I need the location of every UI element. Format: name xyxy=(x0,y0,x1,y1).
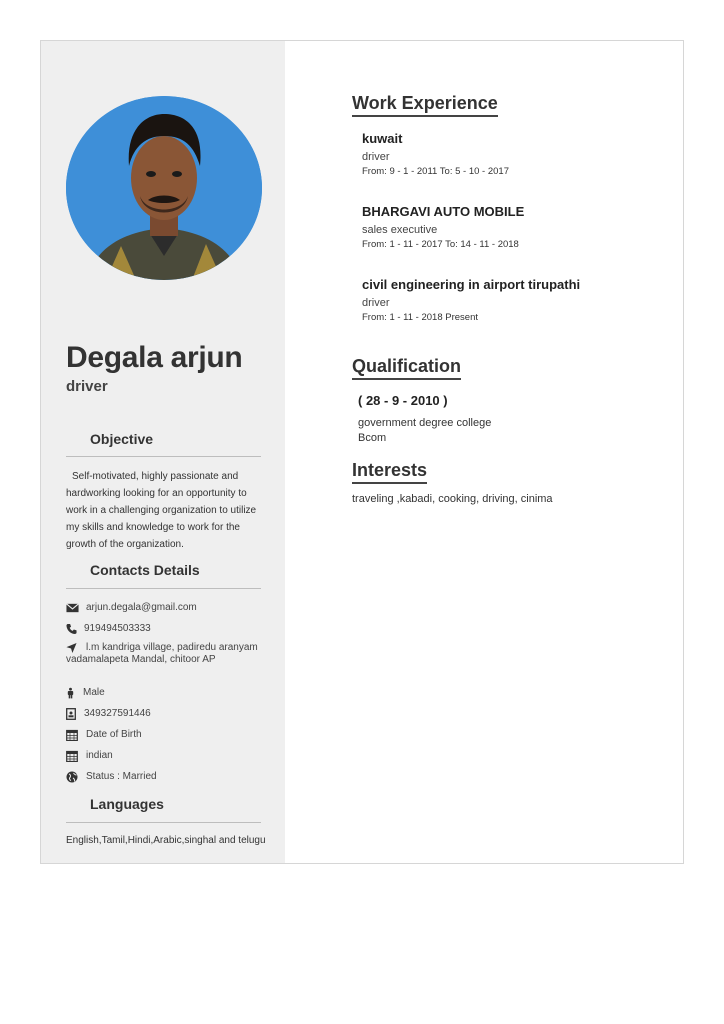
contact-address-text: l.m kandriga village, padiredu aranyam vadamalapeta Mandal, chitoor AP xyxy=(66,642,258,665)
contact-email xyxy=(66,602,271,614)
job-position: driver xyxy=(362,151,390,163)
contact-status-text: Status : Married xyxy=(86,771,157,782)
job-entry xyxy=(362,131,682,177)
job-organization: BHARGAVI AUTO MOBILE xyxy=(362,204,525,219)
contact-gender-text: Male xyxy=(83,687,105,698)
calendar-icon xyxy=(66,729,78,741)
calendar-icon xyxy=(66,750,78,762)
job-entry xyxy=(362,204,682,250)
job-dates: From: 1 - 11 - 2018 Present xyxy=(362,312,478,323)
globe-icon xyxy=(66,771,78,783)
profile-photo xyxy=(66,96,262,280)
contact-address xyxy=(66,642,271,666)
contact-phone xyxy=(66,623,271,635)
job-dates: From: 9 - 1 - 2011 To: 5 - 10 - 2017 xyxy=(362,166,509,177)
resume-page xyxy=(40,40,684,864)
job-position: sales executive xyxy=(362,224,438,236)
qualification-heading: Qualification xyxy=(352,356,461,380)
interests-heading: Interests xyxy=(352,460,427,484)
envelope-icon xyxy=(66,602,79,614)
qualification-date: ( 28 - 9 - 2010 ) xyxy=(358,393,448,408)
qualification-institution: government degree college xyxy=(358,417,492,429)
location-arrow-icon xyxy=(66,642,77,654)
contact-status xyxy=(66,771,271,783)
contact-email-text: arjun.degala@gmail.com xyxy=(86,602,197,613)
contact-nationality-text: indian xyxy=(86,750,113,761)
work-experience-heading: Work Experience xyxy=(352,93,498,117)
job-entry xyxy=(362,277,682,323)
contact-nationality xyxy=(66,750,271,762)
job-dates: From: 1 - 11 - 2017 To: 14 - 11 - 2018 xyxy=(362,239,519,250)
person-icon xyxy=(66,687,75,699)
id-card-icon xyxy=(66,708,76,720)
contact-gender xyxy=(66,687,271,699)
languages-text: English,Tamil,Hindi,Arabic,singhal and telugu xyxy=(66,835,266,846)
objective-divider xyxy=(66,456,261,457)
contact-id xyxy=(66,708,271,720)
contact-dob xyxy=(66,729,271,741)
interests-text: traveling ,kabadi, cooking, driving, cinima xyxy=(352,493,553,505)
qualification-degree: Bcom xyxy=(358,432,387,444)
languages-divider xyxy=(66,822,261,823)
contacts-heading: Contacts Details xyxy=(90,562,200,578)
job-organization: civil engineering in airport tirupathi xyxy=(362,277,581,292)
job-organization: kuwait xyxy=(362,131,403,146)
contacts-divider xyxy=(66,588,261,589)
languages-heading: Languages xyxy=(90,796,164,812)
objective-text: Self-motivated, highly passionate and hardworking looking for an opportunity to work in a challenging organization to utilize my skills and knowledge to work for the growth of the organization. xyxy=(66,471,257,550)
candidate-name: Degala arjun xyxy=(66,341,243,374)
job-position: driver xyxy=(362,297,390,309)
sidebar xyxy=(41,41,285,863)
contact-id-text: 349327591446 xyxy=(84,708,151,719)
objective-heading: Objective xyxy=(90,431,154,447)
contact-phone-text: 919494503333 xyxy=(84,623,151,634)
candidate-role: driver xyxy=(66,378,108,395)
phone-icon xyxy=(66,623,77,635)
contact-dob-text: Date of Birth xyxy=(86,729,142,740)
